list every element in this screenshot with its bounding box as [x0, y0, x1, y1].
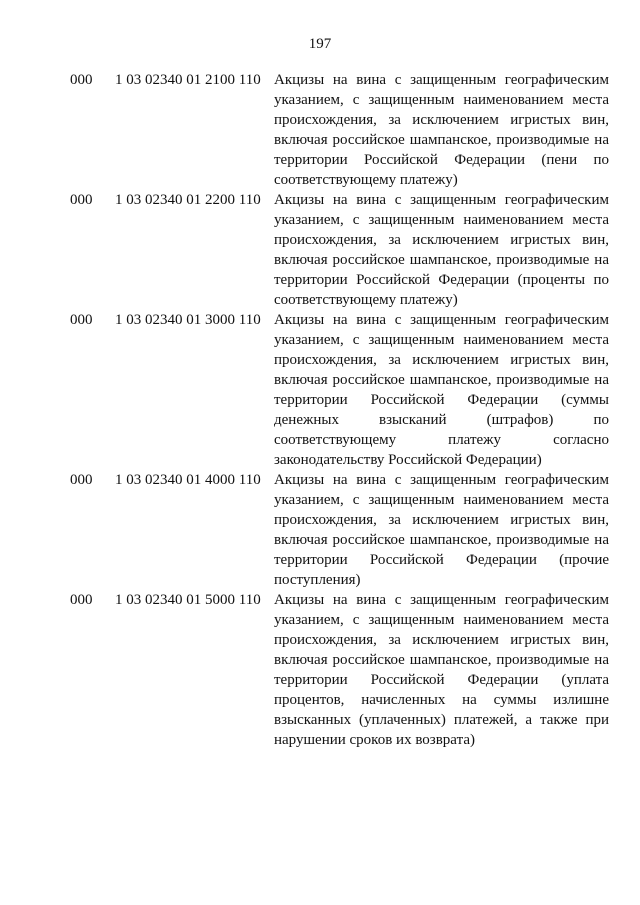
- row-description: Акцизы на вина с защищенным географическим указанием, с защищенным наименованием места происхождения, за исключением игристых вин, включая российское шампанское, производимые на территории Российской Федерации (суммы денежных взысканий (штрафов) по соответствующему платежу согласно законодательству Российской Федерации): [274, 312, 609, 468]
- admin-code: 000: [70, 312, 93, 328]
- page-number: 197: [308, 36, 332, 52]
- table-row: [0, 470, 640, 590]
- budget-classification-code: 1 03 02340 01 4000 110: [115, 472, 261, 488]
- table-row: [0, 190, 640, 310]
- admin-code: 000: [70, 592, 93, 608]
- table-row: [0, 70, 640, 190]
- classification-table: [0, 70, 640, 750]
- budget-classification-code: 1 03 02340 01 3000 110: [115, 312, 261, 328]
- table-row: [0, 590, 640, 750]
- table-row: [0, 310, 640, 470]
- row-description: Акцизы на вина с защищенным географическим указанием, с защищенным наименованием места происхождения, за исключением игристых вин, включая российское шампанское, производимые на территории Российской Федерации (уплата процентов, начисленных на суммы излишне взысканных (уплаченных) платежей, а также при нарушении сроков их возврата): [274, 592, 609, 748]
- row-description: Акцизы на вина с защищенным географическим указанием, с защищенным наименованием места происхождения, за исключением игристых вин, включая российское шампанское, производимые на территории Российской Федерации (пени по соответствующему платежу): [274, 72, 609, 188]
- admin-code: 000: [70, 192, 93, 208]
- budget-classification-code: 1 03 02340 01 2200 110: [115, 192, 261, 208]
- budget-classification-code: 1 03 02340 01 5000 110: [115, 592, 261, 608]
- admin-code: 000: [70, 472, 93, 488]
- budget-classification-code: 1 03 02340 01 2100 110: [115, 72, 261, 88]
- row-description: Акцизы на вина с защищенным географическим указанием, с защищенным наименованием места происхождения, за исключением игристых вин, включая российское шампанское, производимые на территории Российской Федерации (прочие поступления): [274, 472, 609, 588]
- row-description: Акцизы на вина с защищенным географическим указанием, с защищенным наименованием места происхождения, за исключением игристых вин, включая российское шампанское, производимые на территории Российской Федерации (проценты по соответствующему платежу): [274, 192, 609, 308]
- admin-code: 000: [70, 72, 93, 88]
